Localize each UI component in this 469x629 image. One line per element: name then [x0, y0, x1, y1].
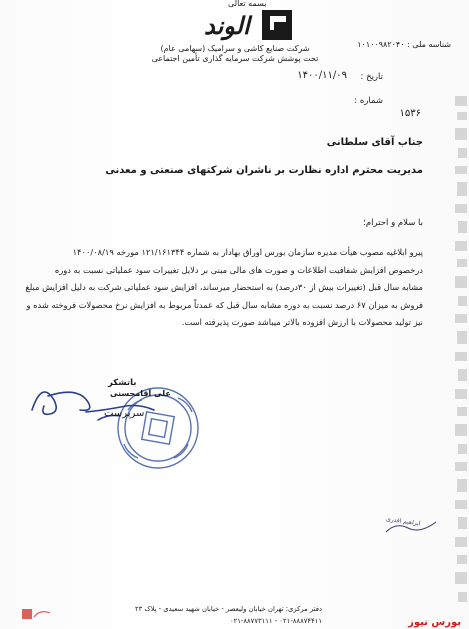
signature-scrawl-text: سرپرست: [104, 408, 145, 419]
company-line-1: شرکت صنایع کاشی و سرامیک (سهامی عام): [160, 44, 310, 53]
date-label: تاریخ :: [360, 72, 383, 82]
recipient-name: جناب آقای سلطانی: [326, 137, 423, 148]
closing-thanks: باتشکر: [108, 378, 137, 388]
recipient-title: مدیریت محترم اداره نظارت بر ناشران شرکتهای صنعتی و معدنی: [105, 165, 423, 176]
body-line: مشابه سال قبل (تغییرات بیش از ۳۰درصد) به استحضار میرساند، افزایش سود عملیاتی شرکت به دلیل افزایش مبلغ: [25, 282, 423, 293]
body-line: فروش به میزان ۶۷ درصد نسبت به دوره مشابه سال قبل که عمدتاً مربوط به افزایش نرخ محصولات فروخته شده و: [26, 299, 423, 310]
initials-note: ابراهیم اقدری: [385, 515, 421, 528]
signer-name: علی آقامحسنی: [110, 389, 171, 398]
greeting: با سلام و احترام؛: [363, 218, 423, 228]
body-line: پیرو ابلاغیه مصوب هیأت مدیره سازمان بورس اوراق بهادار به شماره ۱۲۱/۱۶۱۳۴۴ مورخه ۱۴۰۰/۰۸/۱۹: [72, 247, 423, 257]
letterhead: [0, 0, 469, 119]
footer-address: دفتر مرکزی: تهران خیابان ولیعصر - خیابان شهید سعیدی - پلاک ۲۳: [135, 605, 322, 613]
national-id-value: ۱۰۱۰۰۹۸۲۰۴۰: [357, 40, 405, 49]
bottom-stamp-icon: [22, 607, 52, 621]
company-line-2: تحت پوشش شرکت سرمایه گذاری تأمین اجتماعی: [151, 54, 319, 63]
alvand-logo-icon: [200, 6, 295, 42]
letter-body: [25, 244, 423, 332]
handwritten-signature: [28, 370, 158, 430]
body-line: نیز تولید محصولات با ارزش افزوده بالاتر میباشد صورت پذیرفته است.: [181, 317, 423, 328]
letterhead-basmala: بسمه تعالی: [228, 0, 267, 8]
number-label: شماره :: [354, 96, 383, 106]
national-id-label: شناسه ملی :: [407, 40, 451, 49]
number-value: ۱۵۳۶: [399, 108, 421, 119]
footer-phones: ۰۲۱-۸۸۸۷۴۴۱۱ - ۰۲۱-۸۸۷۷۳۱۱۱: [229, 617, 322, 625]
national-id: [357, 40, 451, 49]
date-value: ۱۴۰۰/۱۱/۰۹: [297, 70, 347, 81]
source-watermark: بورس نیوز: [408, 617, 461, 628]
logo-wordmark: الوند: [204, 11, 250, 40]
company-name: [150, 44, 320, 64]
edge-pattern-decoration: [453, 96, 469, 616]
body-line: درخصوص افزایش شفافیت اطلاعات و صورت های مالی مبنی بر دلایل تغییرات سود عملیاتی نسبت به دوره: [54, 264, 423, 275]
